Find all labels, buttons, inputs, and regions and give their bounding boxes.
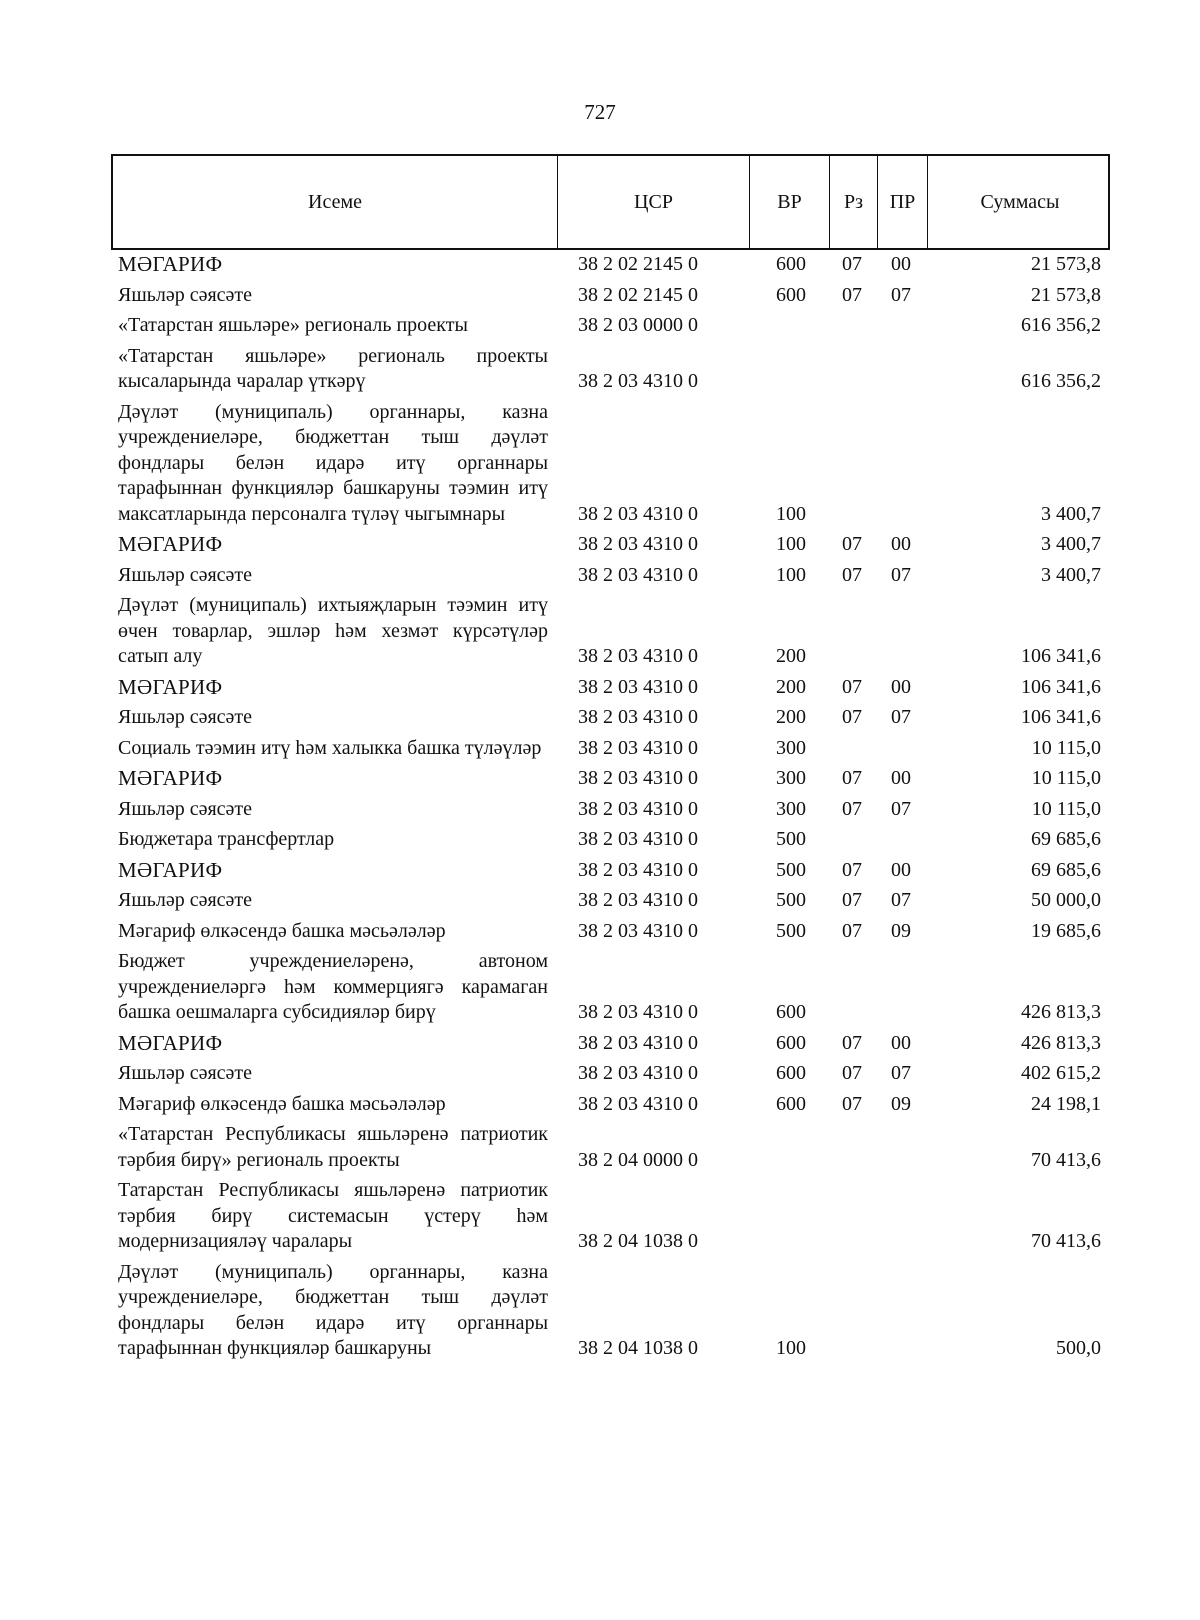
cell-sum: 106 341,6 <box>1021 675 1101 698</box>
table-row <box>111 252 1110 278</box>
cell-csr: 38 2 03 4310 0 <box>578 1062 698 1084</box>
cell-pr: 00 <box>891 1031 911 1054</box>
table-row <box>111 1061 1110 1087</box>
cell-csr: 38 2 03 4310 0 <box>578 1092 698 1115</box>
cell-pr: 00 <box>891 858 911 881</box>
cell-vr: 600 <box>776 1062 806 1084</box>
cell-rz: 07 <box>842 1092 862 1115</box>
cell-name: МӘГАРИФ <box>118 252 223 276</box>
table-body <box>111 252 1110 1367</box>
page-number: 727 <box>584 100 616 124</box>
cell-rz: 07 <box>842 253 862 275</box>
cell-csr: 38 2 04 0000 0 <box>578 1148 698 1171</box>
cell-name: Яшьләр сәясәте <box>118 889 253 911</box>
cell-name: Мәгариф өлкәсендә башка мәсьәләләр <box>118 1092 446 1115</box>
cell-pr: 00 <box>891 675 911 698</box>
cell-name: МӘГАРИФ <box>118 674 223 699</box>
table-row <box>111 766 1110 792</box>
cell-vr: 600 <box>776 1031 806 1054</box>
cell-name: Мәгариф өлкәсендә башка мәсьәләләр <box>118 919 446 942</box>
header-name: Исеме <box>113 156 558 248</box>
cell-vr: 500 <box>776 828 806 850</box>
cell-name: МӘГАРИФ <box>118 857 223 882</box>
cell-vr: 600 <box>776 283 806 306</box>
cell-pr: 00 <box>891 533 911 555</box>
cell-rz: 07 <box>842 767 862 789</box>
table-row <box>111 532 1110 558</box>
cell-name: Татарстан Республикасы яшьләренә патриотик тәрбия бирү системасын үстерү һәм модернизацияләү чаралары <box>118 1179 548 1252</box>
cell-name: МӘГАРИФ <box>118 766 223 790</box>
table-row <box>111 283 1110 309</box>
cell-sum: 70 413,6 <box>1031 1148 1101 1171</box>
cell-pr: 07 <box>891 706 911 728</box>
table-row <box>111 797 1110 823</box>
cell-rz: 07 <box>842 533 862 555</box>
table-row <box>111 858 1110 884</box>
cell-csr: 38 2 03 4310 0 <box>578 370 698 392</box>
cell-rz: 07 <box>842 919 862 942</box>
cell-sum: 3 400,7 <box>1041 563 1101 586</box>
cell-csr: 38 2 03 4310 0 <box>578 675 698 698</box>
table-row <box>111 593 1110 670</box>
cell-vr: 200 <box>776 675 806 698</box>
cell-sum: 616 356,2 <box>1021 314 1101 336</box>
cell-name: Дәүләт (муниципаль) ихтыяҗларын тәэмин итү өчен товарлар, эшләр һәм хезмәт күрсәтүләр сатып алу <box>118 594 548 667</box>
cell-sum: 426 813,3 <box>1021 1001 1101 1023</box>
cell-csr: 38 2 02 2145 0 <box>578 283 698 306</box>
cell-pr: 09 <box>891 919 911 942</box>
cell-csr: 38 2 03 4310 0 <box>578 1031 698 1054</box>
cell-vr: 300 <box>776 797 806 820</box>
table-row <box>111 1122 1110 1173</box>
cell-name: Социаль тәэмин итү һәм халыкка башка түләүләр <box>118 736 542 759</box>
cell-name: «Татарстан яшьләре» региональ проекты <box>118 314 468 336</box>
cell-name: Яшьләр сәясәте <box>118 283 253 306</box>
cell-sum: 69 685,6 <box>1031 828 1101 850</box>
cell-csr: 38 2 03 4310 0 <box>578 563 698 586</box>
header-pr: ПР <box>878 156 928 248</box>
table-row <box>111 313 1110 339</box>
cell-vr: 100 <box>776 563 806 586</box>
cell-rz: 07 <box>842 283 862 306</box>
cell-csr: 38 2 03 4310 0 <box>578 706 698 728</box>
table-row <box>111 705 1110 731</box>
cell-sum: 19 685,6 <box>1031 919 1101 942</box>
cell-sum: 402 615,2 <box>1021 1062 1101 1084</box>
cell-csr: 38 2 03 4310 0 <box>578 533 698 555</box>
cell-pr: 07 <box>891 1062 911 1084</box>
cell-csr: 38 2 03 4310 0 <box>578 858 698 881</box>
cell-rz: 07 <box>842 889 862 911</box>
cell-sum: 426 813,3 <box>1021 1031 1101 1054</box>
cell-pr: 07 <box>891 563 911 586</box>
cell-pr: 07 <box>891 889 911 911</box>
table-row <box>111 919 1110 945</box>
cell-pr: 00 <box>891 253 911 275</box>
cell-vr: 500 <box>776 919 806 942</box>
cell-rz: 07 <box>842 706 862 728</box>
table-header <box>111 154 1110 250</box>
cell-vr: 200 <box>776 706 806 728</box>
cell-rz: 07 <box>842 858 862 881</box>
cell-pr: 07 <box>891 797 911 820</box>
cell-name: Дәүләт (муниципаль) органнары, казна учреждениеләре, бюджеттан тыш дәүләт фондлары белән идарә итү органнары тарафыннан функцияләр башкаруны <box>118 1260 548 1359</box>
cell-name: Бюджетара трансфертлар <box>118 828 335 850</box>
cell-csr: 38 2 03 4310 0 <box>578 828 698 850</box>
cell-vr: 300 <box>776 736 806 759</box>
cell-csr: 38 2 03 4310 0 <box>578 767 698 789</box>
cell-csr: 38 2 04 1038 0 <box>578 1230 698 1252</box>
cell-vr: 100 <box>776 502 806 525</box>
cell-sum: 616 356,2 <box>1021 370 1101 392</box>
cell-name: Яшьләр сәясәте <box>118 563 253 586</box>
cell-vr: 100 <box>776 533 806 555</box>
cell-name: Яшьләр сәясәте <box>118 1062 253 1084</box>
cell-vr: 500 <box>776 889 806 911</box>
table-row <box>111 400 1110 528</box>
cell-name: Яшьләр сәясәте <box>118 797 253 820</box>
cell-sum: 10 115,0 <box>1031 736 1101 759</box>
cell-csr: 38 2 02 2145 0 <box>578 253 698 275</box>
cell-rz: 07 <box>842 563 862 586</box>
header-csr: ЦСР <box>558 156 750 248</box>
table-row <box>111 1031 1110 1057</box>
cell-csr: 38 2 03 0000 0 <box>578 314 698 336</box>
table-row <box>111 736 1110 762</box>
cell-csr: 38 2 03 4310 0 <box>578 1001 698 1023</box>
cell-pr: 07 <box>891 283 911 306</box>
table-row <box>111 888 1110 914</box>
cell-sum: 69 685,6 <box>1031 858 1101 881</box>
cell-sum: 21 573,8 <box>1031 253 1101 275</box>
cell-csr: 38 2 03 4310 0 <box>578 736 698 759</box>
cell-name: Яшьләр сәясәте <box>118 706 253 728</box>
cell-sum: 500,0 <box>1056 1337 1101 1359</box>
cell-sum: 3 400,7 <box>1041 533 1101 555</box>
cell-vr: 300 <box>776 767 806 789</box>
cell-vr: 100 <box>776 1337 806 1359</box>
header-sum: Суммасы <box>980 190 1060 213</box>
cell-pr: 00 <box>891 767 911 789</box>
cell-name: «Татарстан Республикасы яшьләренә патриотик тәрбия бирү» региональ проекты <box>118 1123 548 1171</box>
header-rz: Рз <box>830 156 878 248</box>
table-row <box>111 827 1110 853</box>
cell-sum: 106 341,6 <box>1021 706 1101 728</box>
cell-vr: 500 <box>776 858 806 881</box>
cell-csr: 38 2 03 4310 0 <box>578 797 698 820</box>
cell-vr: 600 <box>776 1001 806 1023</box>
cell-rz: 07 <box>842 675 862 698</box>
table-row <box>111 1092 1110 1118</box>
cell-sum: 21 573,8 <box>1031 283 1101 306</box>
table-row <box>111 344 1110 395</box>
table-row <box>111 949 1110 1026</box>
cell-vr: 600 <box>776 253 806 275</box>
cell-name: Дәүләт (муниципаль) органнары, казна учреждениеләре, бюджеттан тыш дәүләт фондлары белән идарә итү органнары тарафыннан функцияләр башкаруны тәэмин итү максатларында персоналга түләү чыгымнары <box>118 400 548 525</box>
cell-rz: 07 <box>842 1031 862 1054</box>
table-row <box>111 1178 1110 1255</box>
cell-name: МӘГАРИФ <box>118 1030 223 1055</box>
cell-csr: 38 2 03 4310 0 <box>578 919 698 942</box>
cell-csr: 38 2 04 1038 0 <box>578 1337 698 1359</box>
cell-vr: 600 <box>776 1092 806 1115</box>
cell-csr: 38 2 03 4310 0 <box>578 889 698 911</box>
cell-csr: 38 2 03 4310 0 <box>578 645 698 667</box>
cell-rz: 07 <box>842 1062 862 1084</box>
cell-name: Бюджет учреждениеләренә, автоном учреждениеләргә һәм коммерциягә карамаган башка оешмаларга субсидияләр бирү <box>118 950 548 1023</box>
cell-sum: 10 115,0 <box>1031 797 1101 820</box>
cell-name: МӘГАРИФ <box>118 532 223 556</box>
cell-name: «Татарстан яшьләре» региональ проекты кысаларында чаралар үткәрү <box>118 344 548 392</box>
cell-sum: 3 400,7 <box>1041 502 1101 525</box>
cell-sum: 70 413,6 <box>1031 1230 1101 1252</box>
cell-sum: 106 341,6 <box>1021 645 1101 667</box>
cell-sum: 10 115,0 <box>1031 767 1101 789</box>
cell-csr: 38 2 03 4310 0 <box>578 502 698 525</box>
cell-pr: 09 <box>891 1092 911 1115</box>
cell-rz: 07 <box>842 797 862 820</box>
cell-sum: 24 198,1 <box>1031 1092 1101 1115</box>
cell-vr: 200 <box>776 645 806 667</box>
cell-sum: 50 000,0 <box>1031 889 1101 911</box>
table-row <box>111 563 1110 589</box>
header-vr: ВР <box>750 156 830 248</box>
table-row <box>111 675 1110 701</box>
table-row <box>111 1260 1110 1362</box>
